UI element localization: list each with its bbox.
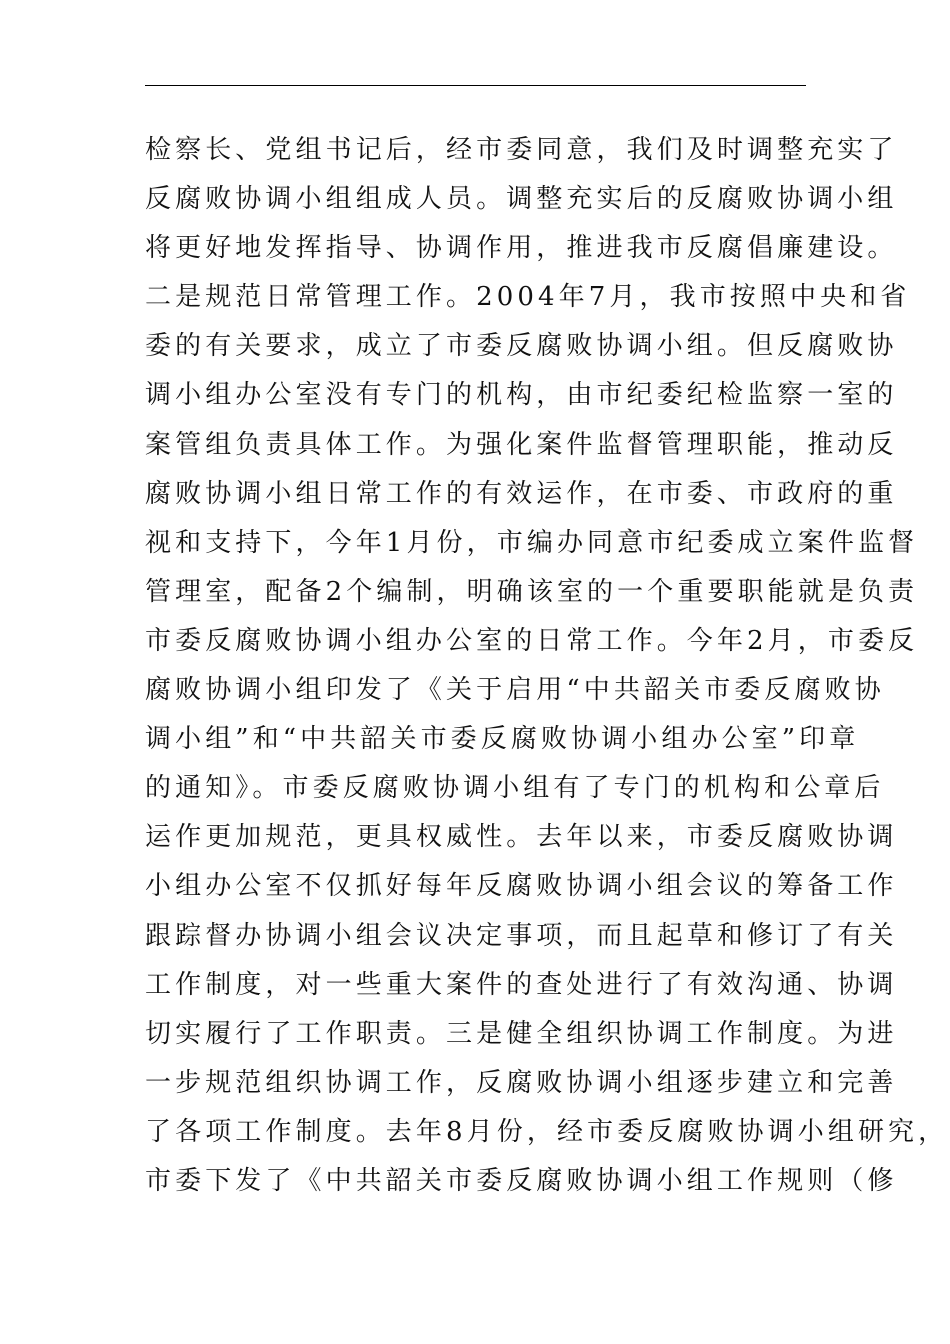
- text-line: 案管组负责具体工作。为强化案件监督管理职能，推动反: [145, 429, 898, 460]
- text-line: 检察长、党组书记后，经市委同意，我们及时调整充实了: [145, 135, 898, 165]
- text-line: 视和支持下，今年1月份，市编办同意市纪委成立案件监督: [145, 527, 919, 558]
- text-line: 运作更加规范，更具权威性。去年以来，市委反腐败协调: [145, 822, 898, 853]
- text-line: 的通知》。市委反腐败协调小组有了专门的机构和公章后: [145, 773, 885, 804]
- text-line: 跟踪督办协调小组会议决定事项，而且起草和修订了有关: [145, 920, 898, 951]
- text-line: 工作制度，对一些重大案件的查处进行了有效沟通、协调: [145, 969, 898, 1000]
- text-line: 二是规范日常管理工作。2004年7月，我市按照中央和省: [145, 282, 911, 313]
- header-rule: [145, 85, 806, 86]
- text-line: 腐败协调小组日常工作的有效运作，在市委、市政府的重: [145, 478, 898, 509]
- text-line: 腐败协调小组印发了《关于启用“中共韶关市委反腐败协: [145, 675, 885, 706]
- text-line: 调小组办公室没有专门的机构，由市纪委纪检监察一室的: [145, 380, 898, 411]
- text-line: 切实履行了工作职责。三是健全组织协调工作制度。为进: [145, 1018, 898, 1049]
- text-line: 将更好地发挥指导、协调作用，推进我市反腐倡廉建设。: [145, 233, 898, 264]
- text-line: 小组办公室不仅抓好每年反腐败协调小组会议的筹备工作: [145, 871, 898, 902]
- text-line: 市委反腐败协调小组办公室的日常工作。今年2月，市委反: [145, 625, 919, 656]
- text-line: 一步规范组织协调工作，反腐败协调小组逐步建立和完善: [145, 1067, 898, 1098]
- text-line: 了各项工作制度。去年8月份，经市委反腐败协调小组研究，: [145, 1116, 949, 1147]
- text-line: 反腐败协调小组组成人员。调整充实后的反腐败协调小组: [145, 184, 898, 215]
- text-line: 调小组”和“中共韶关市委反腐败协调小组办公室”印章: [145, 724, 860, 755]
- body-text: [145, 126, 949, 1206]
- text-line: 市委下发了《中共韶关市委反腐败协调小组工作规则（修: [145, 1165, 898, 1196]
- text-line: 管理室，配备2个编制，明确该室的一个重要职能就是负责: [145, 576, 919, 607]
- text-line: 委的有关要求，成立了市委反腐败协调小组。但反腐败协: [145, 331, 898, 362]
